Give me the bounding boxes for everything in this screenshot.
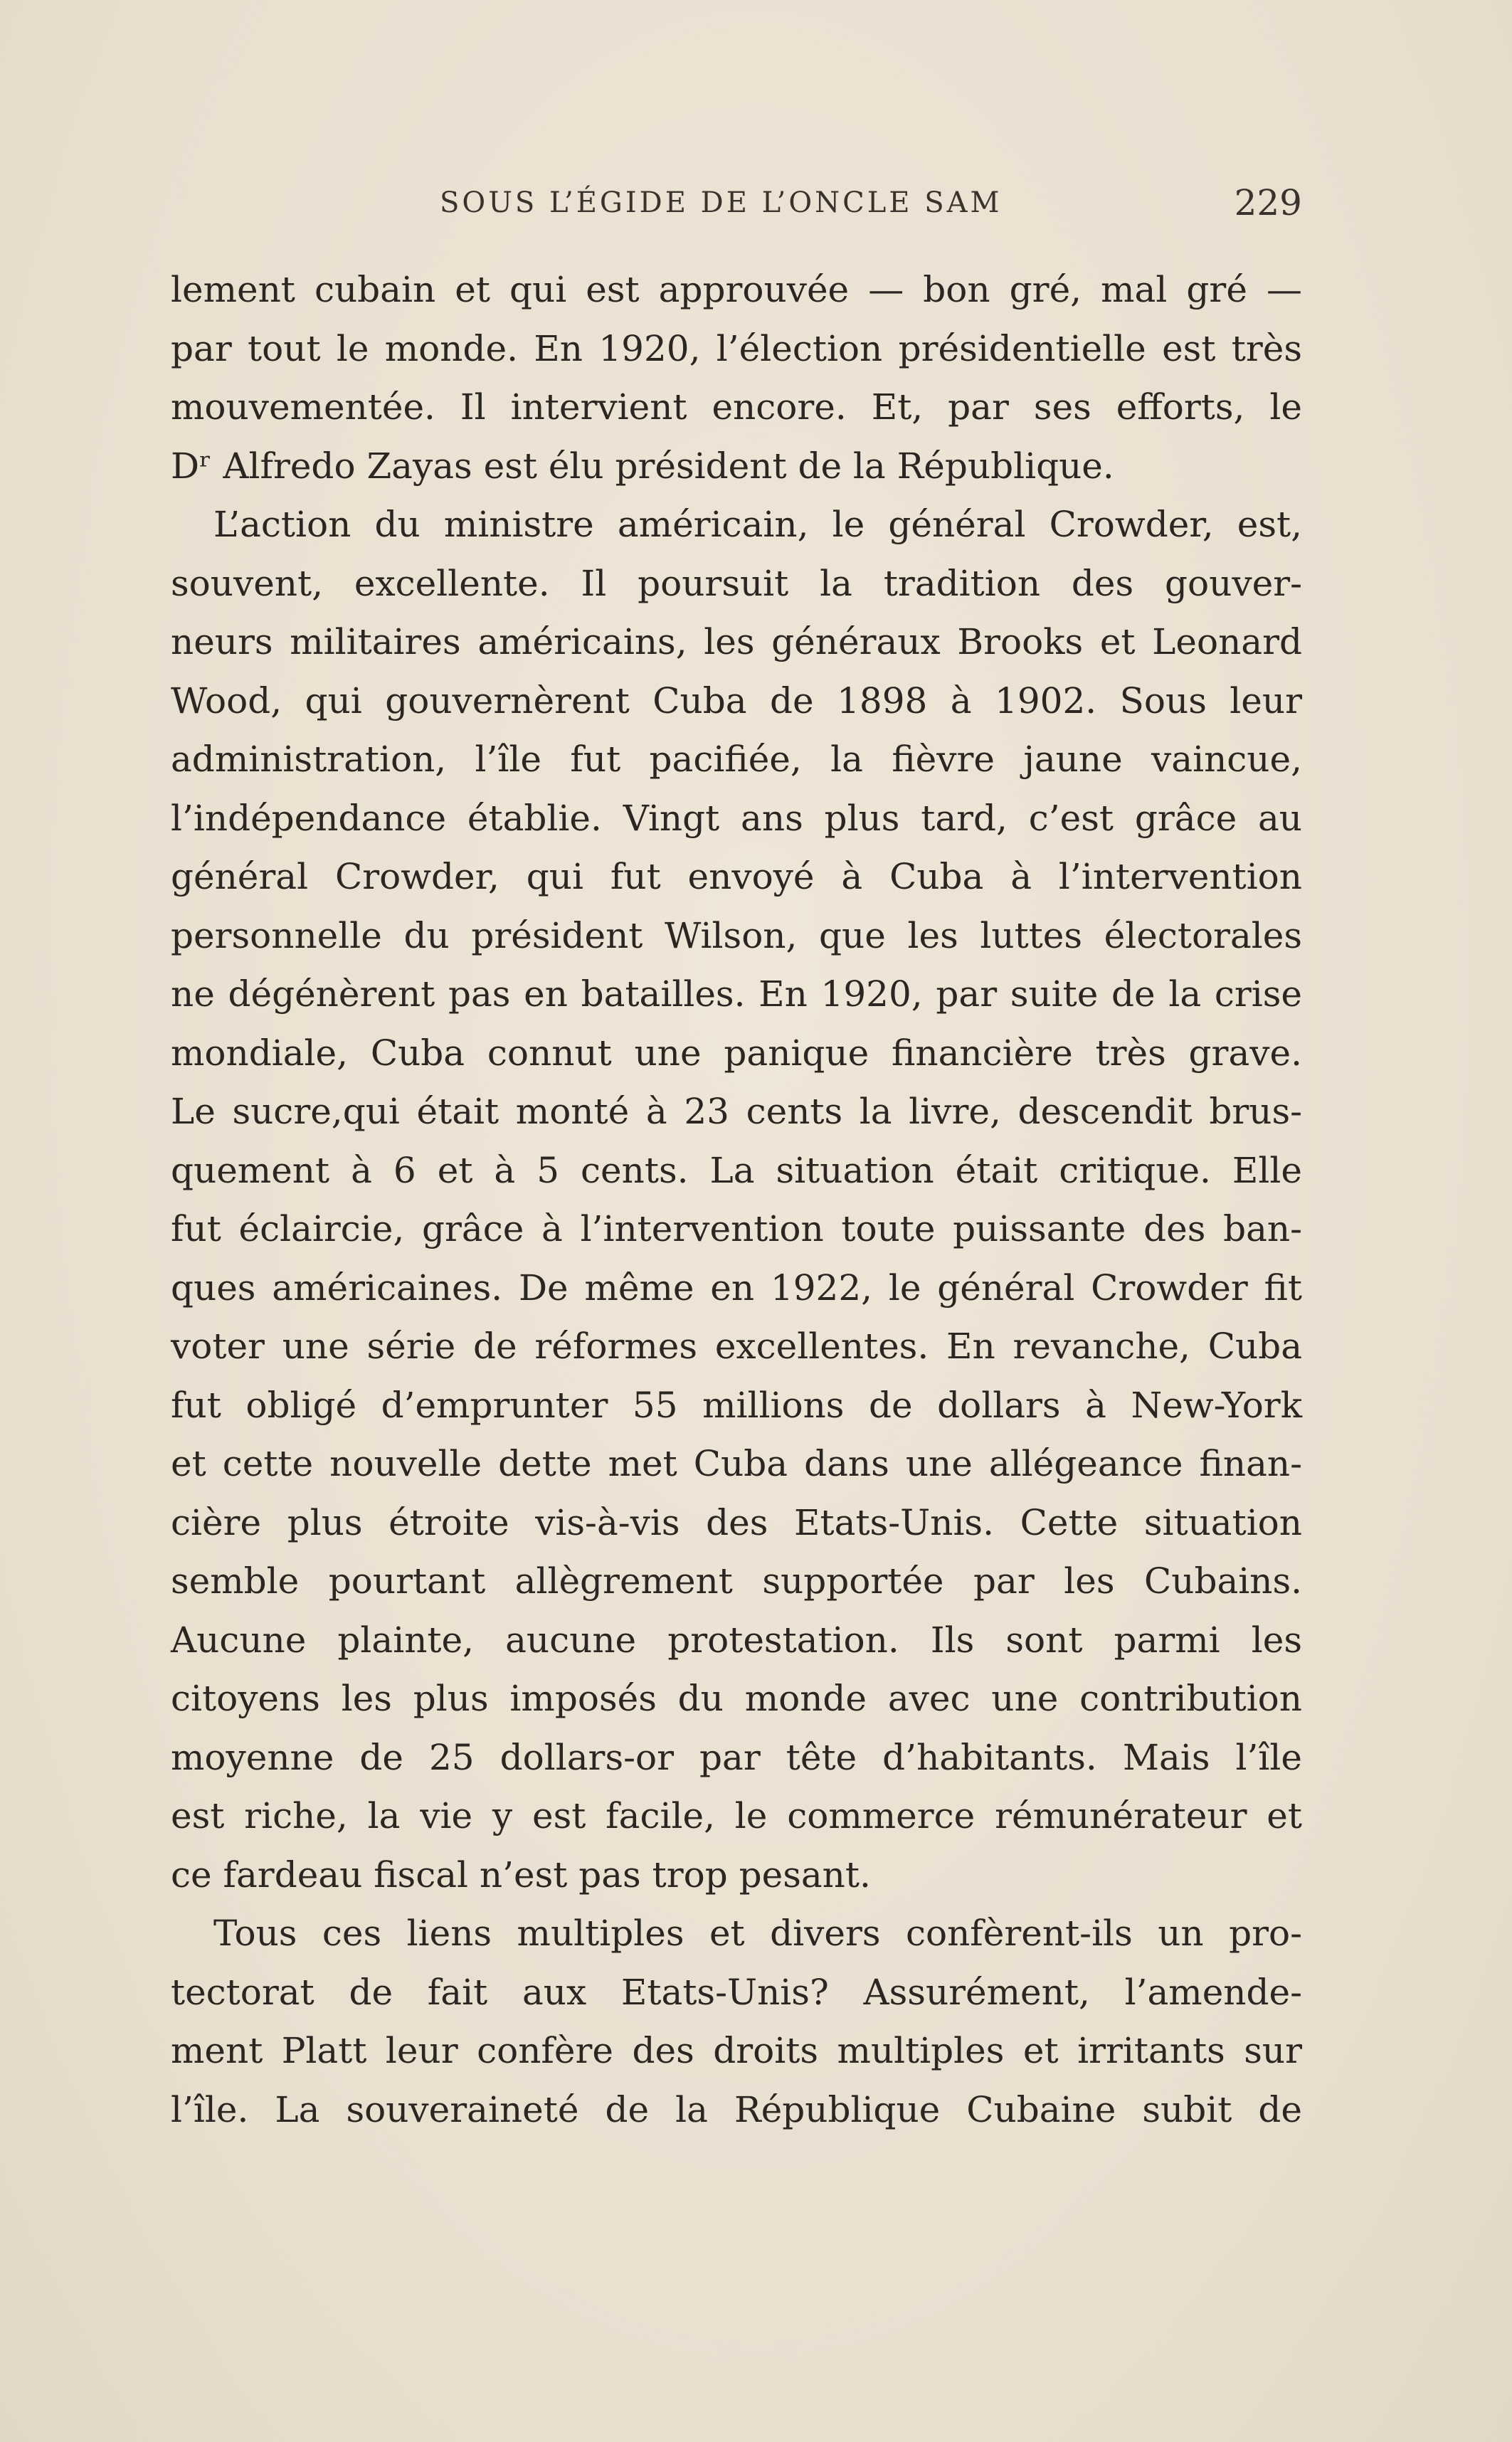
page-header [171,182,1302,229]
text-line: quement à 6 et à 5 cents. La situation était critique. Elle [171,1149,1302,1191]
running-title: SOUS L’ÉGIDE DE L’ONCLE SAM [440,186,1003,219]
body-text [171,260,1302,2139]
text-line: Wood, qui gouvernèrent Cuba de 1898 à 1902. Sous leur [171,680,1302,722]
page-number: 229 [1234,182,1302,223]
text-line: et cette nouvelle dette met Cuba dans une allégeance finan- [171,1443,1302,1484]
text-line: mouvementée. Il intervient encore. Et, par ses efforts, le [171,386,1302,428]
text-line: Dʳ Alfredo Zayas est élu président de la République. [171,445,1114,487]
text-line: Tous ces liens multiples et divers confèrent-ils un pro- [213,1913,1302,1954]
text-line: fut obligé d’emprunter 55 millions de dollars à New-York [171,1384,1302,1426]
text-line: citoyens les plus imposés du monde avec une contribution [171,1678,1302,1719]
text-line: est riche, la vie y est facile, le commerce rémunérateur et [171,1795,1302,1836]
text-line: ne dégénèrent pas en batailles. En 1920, par suite de la crise [171,973,1302,1015]
text-line: tectorat de fait aux Etats-Unis? Assurément, l’amende- [171,1971,1302,2013]
text-line: moyenne de 25 dollars-or par tête d’habitants. Mais l’île [171,1736,1302,1778]
text-line: Aucune plainte, aucune protestation. Ils sont parmi les [171,1619,1302,1661]
text-line: mondiale, Cuba connut une panique financière très grave. [171,1032,1302,1074]
text-line: ce fardeau fiscal n’est pas trop pesant. [171,1854,871,1896]
text-line: cière plus étroite vis-à-vis des Etats-Unis. Cette situation [171,1501,1302,1543]
text-line: L’action du ministre américain, le général Crowder, est, [213,504,1302,545]
text-line: voter une série de réformes excellentes. En revanche, Cuba [171,1326,1302,1367]
text-line: par tout le monde. En 1920, l’élection présidentielle est très [171,327,1302,369]
text-line: souvent, excellente. Il poursuit la tradition des gouver- [171,562,1302,604]
text-line: fut éclaircie, grâce à l’intervention toute puissante des ban- [171,1208,1302,1249]
text-line: lement cubain et qui est approuvée — bon gré, mal gré — [171,269,1302,310]
text-line: Le sucre,qui était monté à 23 cents la livre, descendit brus- [171,1091,1302,1132]
text-line: semble pourtant allègrement supportée par les Cubains. [171,1560,1302,1602]
text-line: ment Platt leur confère des droits multiples et irritants sur [171,2030,1302,2071]
text-line: l’indépendance établie. Vingt ans plus tard, c’est grâce au [171,797,1302,839]
text-line: général Crowder, qui fut envoyé à Cuba à l’intervention [171,856,1302,897]
text-line: ques américaines. De même en 1922, le général Crowder fit [171,1267,1302,1309]
text-line: administration, l’île fut pacifiée, la fièvre jaune vaincue, [171,739,1302,780]
text-line: personnelle du président Wilson, que les luttes électorales [171,914,1302,956]
text-line: neurs militaires américains, les généraux Brooks et Leonard [171,621,1302,662]
text-line: l’île. La souveraineté de la République Cubaine subit de [171,2088,1302,2130]
